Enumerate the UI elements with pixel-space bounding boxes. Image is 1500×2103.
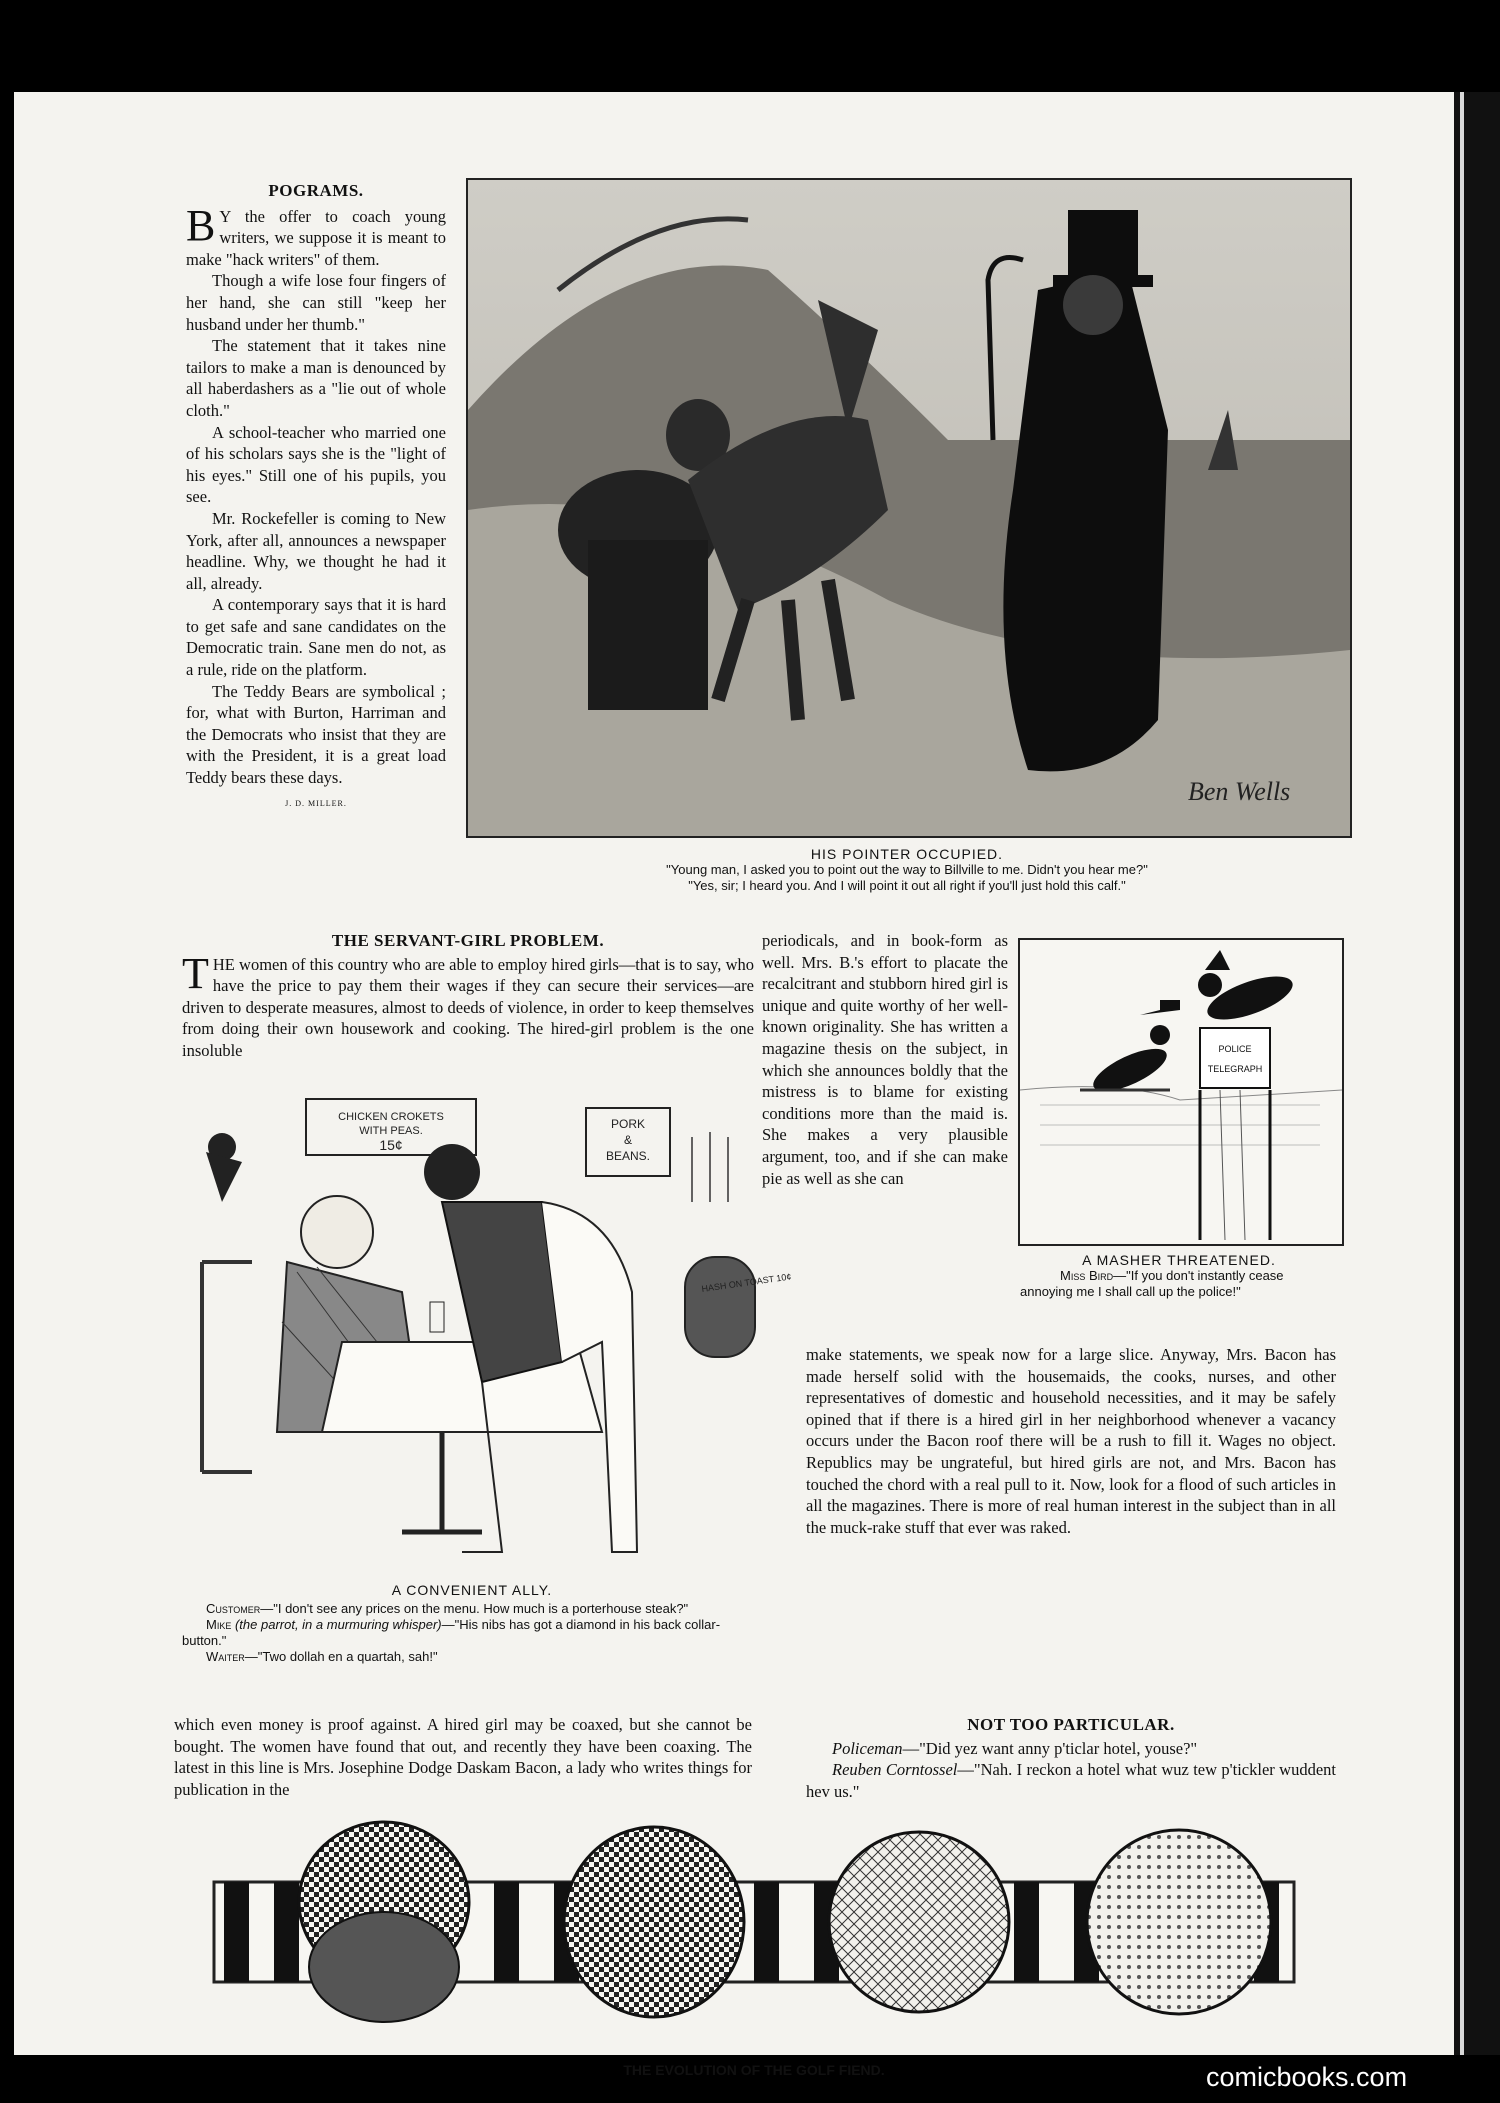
- golf-caption: THE EVOLUTION OF THE GOLF FIEND.: [623, 2062, 885, 2078]
- svg-text:BEANS.: BEANS.: [605, 1149, 651, 1163]
- pograms-title: POGRAMS.: [268, 181, 364, 200]
- svg-text:CHICKEN CROKETS: CHICKEN CROKETS: [338, 1111, 444, 1123]
- svg-text:PORK: PORK: [610, 1117, 646, 1131]
- ally-drawing: [182, 1092, 792, 1572]
- svg-text:WITH PEAS.: WITH PEAS.: [359, 1125, 423, 1137]
- pograms-paragraph: Mr. Rockefeller is coming to New York, after all, announces a newspaper headline. Why, we thought he had it all, already.: [186, 508, 446, 593]
- masher-line: Miss Bird—"If you don't instantly cease annoying me I shall call up the police!": [1020, 1268, 1284, 1299]
- right-binding-edge: [1454, 92, 1500, 2055]
- particular-line: Reuben Corntossel—"Nah. I reckon a hotel what wuz tew p'tickler wuddent hev us.": [806, 1760, 1336, 1801]
- svg-text:&: &: [623, 1133, 633, 1147]
- pograms-paragraph: Though a wife lose four fingers of her hand, she can still "keep her husband under her thumb.": [186, 271, 446, 334]
- ally-line: Waiter—"Two dollah en a quartah, sah!": [206, 1649, 438, 1664]
- golf-drawing: [194, 1732, 1314, 2054]
- svg-text:POLICE: POLICE: [1218, 1044, 1252, 1054]
- servant-intro: [182, 930, 754, 1062]
- pointer-line: "Young man, I asked you to point out the way to Billville to me. Didn't you hear me?": [666, 862, 1148, 877]
- pograms-paragraph: A contemporary says that it is hard to get safe and sane candidates on the Democratic train. Sane men do not, as a rule, ride on the platform.: [186, 595, 446, 680]
- masher-caption: [1020, 1252, 1338, 1300]
- golf-illustration: [194, 1732, 1314, 2054]
- servant-intro-text: HE women of this country who are able to employ hired girls—that is to say, who have the price to pay them their wages if they can secure their services—are driven to desperate measures, almost to deeds of violence, in order to keep themselves from doing their own housework and cooking. The hired-girl problem is the one insoluble: [182, 954, 754, 1060]
- site-watermark: comicbooks.com: [1206, 2062, 1408, 2092]
- pointer-illustration: [466, 178, 1352, 838]
- pograms-column: [186, 180, 446, 814]
- ally-line: Mike (the parrot, in a murmuring whisper)—"His nibs has got a diamond in his back collar-button.": [182, 1617, 721, 1648]
- pograms-paragraph: B Y the offer to coach young writers, we suppose it is meant to make "hack writers" of them.: [186, 200, 446, 269]
- svg-text:TELEGRAPH: TELEGRAPH: [1207, 1064, 1263, 1074]
- masher-illustration: [1018, 938, 1344, 1246]
- masher-drawing: [1020, 940, 1342, 1244]
- byline: J. D. MILLER.: [285, 798, 347, 808]
- ally-caption: [182, 1582, 762, 1665]
- drop-cap: B: [186, 200, 216, 250]
- pointer-caption: [466, 846, 1348, 894]
- pograms-paragraph: A school-teacher who married one of his scholars says she is the "light of his eyes." Still one of his pupils, you see.: [186, 422, 446, 507]
- ally-title: A CONVENIENT ALLY.: [391, 1582, 553, 1598]
- servant-end: make statements, we speak now for a large slice. Anyway, Mrs. Bacon has made herself solid with the housemaids, the cooks, nurses, and other representatives of domestic and household necessities, and it may be safely opined that if there is a hired girl in her neighborhood whenever a vacancy occurs under the Bacon roof there will be a rush to fill it. Wages no object. Republics may be ungrateful, but hired girls are not, and Mrs. Bacon has touched the chord with a real pull to it. Now, look for a flood of such articles in all the magazines. There is more of real human interest in the subject than in all the muck-rake stuff that ever was raked.: [806, 1345, 1336, 1537]
- pointer-drawing: [468, 180, 1350, 836]
- pointer-line: "Yes, sir; I heard you. And I will point it out all right if you'll just hold this calf.": [688, 878, 1126, 893]
- ally-illustration: [182, 1092, 792, 1572]
- particular-title: NOT TOO PARTICULAR.: [967, 1715, 1175, 1734]
- pointer-title: HIS POINTER OCCUPIED.: [810, 846, 1004, 862]
- servant-middle-text: periodicals, and in book-form as well. Mrs. B.'s effort to placate the recalcitrant and stubborn hired girl is unique and quite worthy of her well-known originality. She has written a magazine thesis on the subject, in which she announces boldly that the mistress is to blame for existing conditions more than the maid is. She makes a very plausible argument, too, and if she can make pie as well as she can: [762, 931, 1008, 1188]
- ally-line: Customer—"I don't see any prices on the menu. How much is a porterhouse steak?": [206, 1601, 689, 1616]
- pograms-paragraph: The statement that it takes nine tailors to make a man is denounced by all haberdashers as a "lie out of whole cloth.": [186, 336, 446, 420]
- pograms-paragraph: The Teddy Bears are symbolical ; for, what with Burton, Harriman and the Democrats who insist that they are with the President, it is a great load Teddy bears these days.: [186, 681, 446, 788]
- svg-text:HASH ON TOAST 10¢: HASH ON TOAST 10¢: [700, 1271, 792, 1294]
- servant-middle-column: [762, 930, 1008, 1189]
- masher-title: A MASHER THREATENED.: [1082, 1252, 1276, 1268]
- servant-title: THE SERVANT-GIRL PROBLEM.: [331, 931, 605, 950]
- svg-text:15¢: 15¢: [379, 1137, 403, 1153]
- servant-continuation: which even money is proof against. A hired girl may be coaxed, but she cannot be bought. The women have found that out, and recently they have been coaxing. The latest in this line is Mrs. Josephine Dodge Daskam Bacon, a lady who writes things for publication in the: [174, 1715, 752, 1799]
- artist-signature: Ben Wells: [1188, 777, 1291, 806]
- drop-cap: T: [182, 948, 209, 998]
- particular-line: Policeman—"Did yez want anny p'ticlar hotel, youse?": [832, 1738, 1198, 1758]
